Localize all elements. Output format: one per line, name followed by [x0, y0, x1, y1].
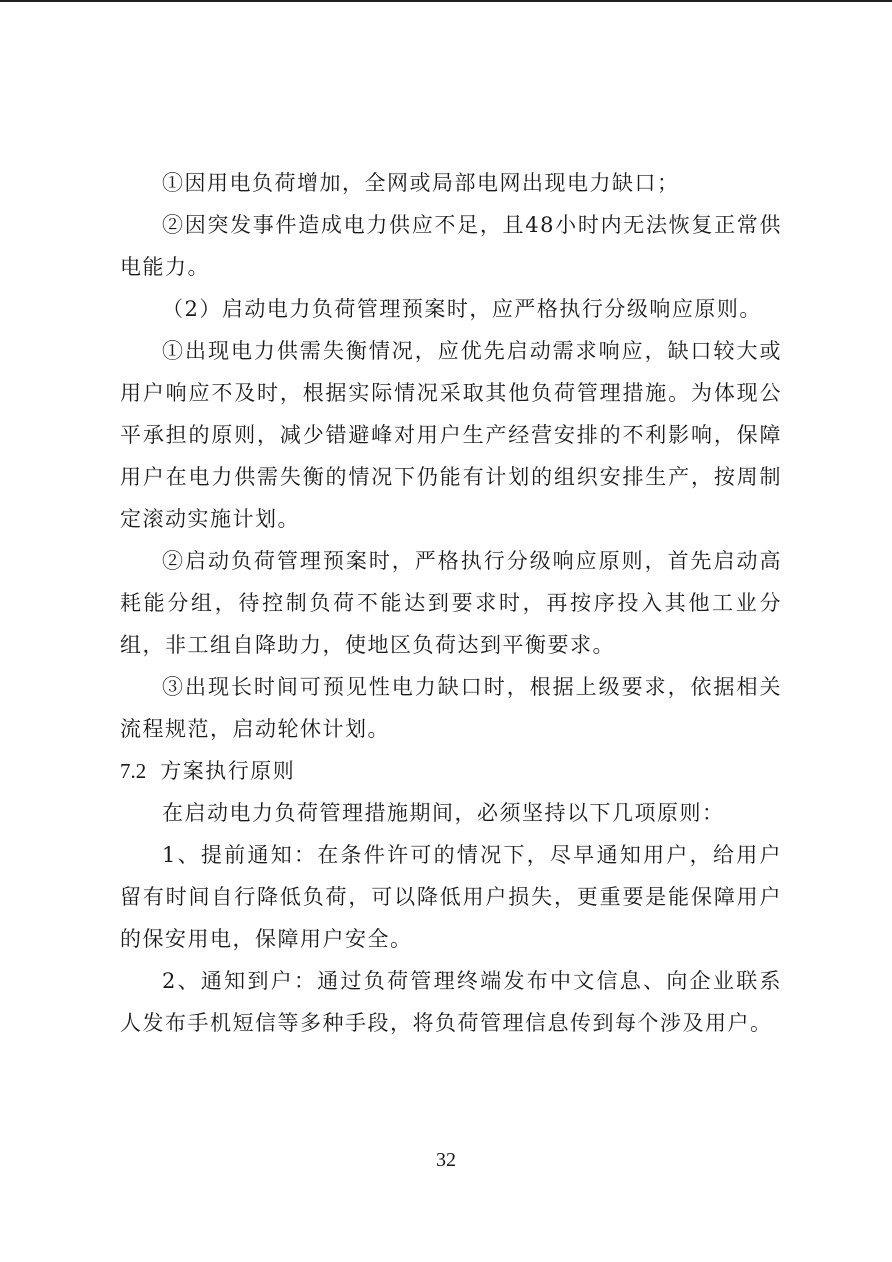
paragraph-graded-response: （2）启动电力负荷管理预案时，应严格执行分级响应原则。 [162, 297, 762, 321]
paragraph-load-plan: ②启动负荷管理预案时，严格执行分级响应原则，首先启动高耗能分组，待控制负荷不能达到要求时，再按序投入其他工业分组，非工组自降助力，使地区负荷达到平衡要求。 [120, 549, 782, 657]
section-number: 7.2 [120, 759, 147, 783]
paragraph-emergency-cause: ②因突发事件造成电力供应不足，且48小时内无法恢复正常供电能力。 [120, 213, 782, 279]
page-number: 32 [436, 1149, 456, 1171]
paragraph-rotation-plan: ③出现长时间可预见性电力缺口时，根据上级要求，依据相关流程规范，启动轮休计划。 [120, 675, 782, 741]
paragraph-advance-notice: 1、提前通知：在条件许可的情况下，尽早通知用户，给用户留有时间自行降低负荷，可以降低用户损失，更重要是能保障用户的保安用电，保障用户安全。 [120, 843, 782, 951]
document-body [120, 162, 782, 1044]
paragraph-principles-intro: 在启动电力负荷管理措施期间，必须坚持以下几项原则： [162, 801, 725, 825]
paragraph-shortage-cause: ①因用电负荷增加，全网或局部电网出现电力缺口； [162, 171, 680, 195]
paragraph-notify-users: 2、通知到户：通过负荷管理终端发布中文信息、向企业联系人发布手机短信等多种手段，将负荷管理信息传到每个涉及用户。 [120, 969, 782, 1035]
paragraph-demand-response: ①出现电力供需失衡情况，应优先启动需求响应，缺口较大或用户响应不及时，根据实际情况采取其他负荷管理措施。为体现公平承担的原则，减少错避峰对用户生产经营安排的不利影响，保障用户在电力供需失衡的情况下仍能有计划的组织安排生产，按周制定滚动实施计划。 [120, 339, 782, 531]
top-border-line [0, 0, 892, 2]
section-title: 方案执行原则 [160, 759, 296, 783]
section-heading [120, 750, 782, 792]
